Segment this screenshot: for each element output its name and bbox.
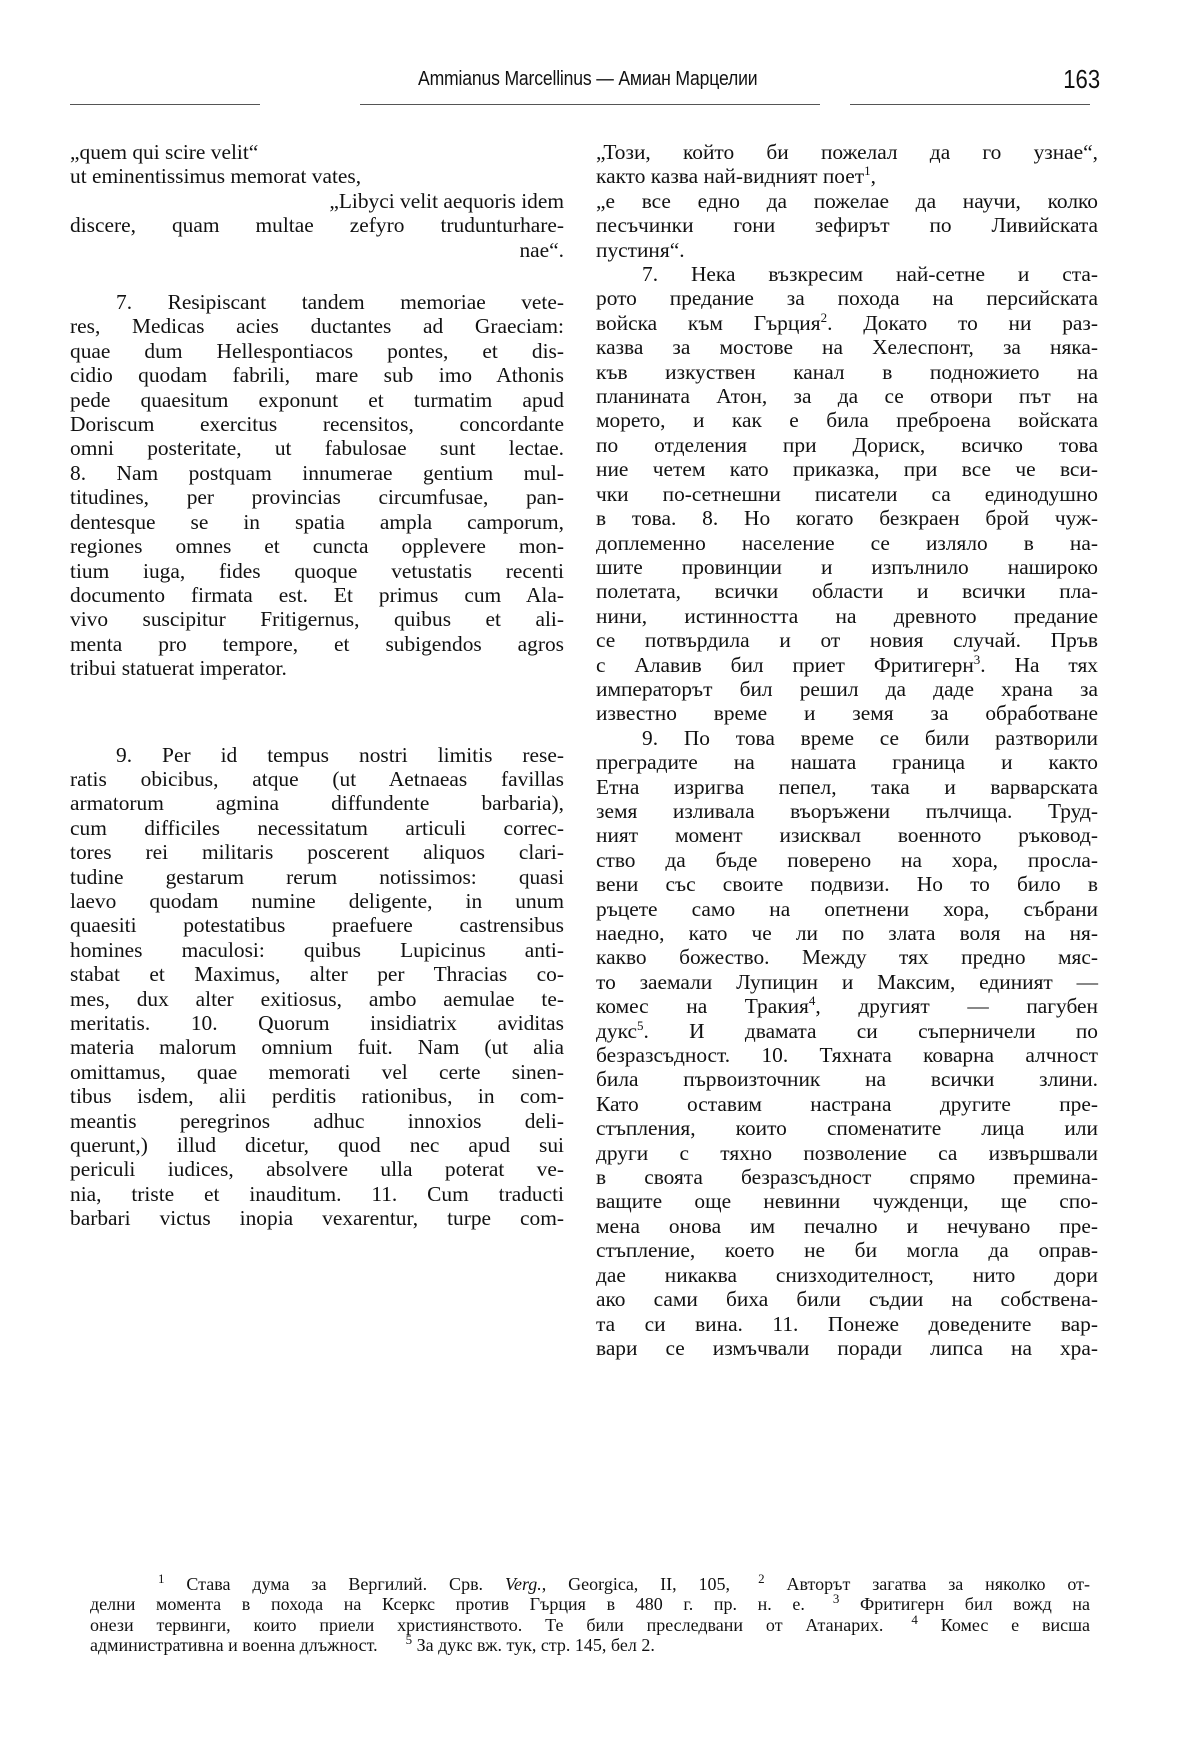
text-line: в това. 8. Но когато безкраен брой чуж- [596,506,1098,531]
text-line: вени със своите подвизи. Но то било в [596,872,1098,897]
footnote-mark: 1 [158,1571,165,1586]
footnote-ref: 5 [636,1017,644,1033]
text-fragment: с Алавив бил приет Фритигерн [596,652,974,677]
text-line: се потвърдила и от новия случай. Пръв [596,628,1098,653]
text-line: 8. Nam postquam innumerae gentium mul- [70,460,564,485]
text-line: известно време и земя за обработване [596,701,1098,726]
text-line: императорът бил решил да даде храна за [596,676,1098,701]
text-line: „Libyci velit aequoris idem [329,188,564,213]
text-fragment: . И двамата си съперничели по [643,1018,1098,1043]
running-header [60,62,1100,102]
footnote-text: Става дума за Вергилий. Срв. [186,1574,484,1594]
footnote-text: Комес е висша [940,1614,1091,1635]
footnote-text: За дукс вж. тук, стр. 145, бел 2. [416,1635,655,1656]
text-line: 9. По това време се били разтворили [642,725,1098,750]
text-line [596,311,1098,335]
text-line: рото предание за похода на персийската [596,286,1098,311]
text-line: песъчинки гони зефирът по Ливийската [596,213,1098,238]
text-line: 7. Resipiscant tandem memoriae vete- [116,290,564,315]
text-line: мена онова им печално и нечувано пре- [596,1213,1098,1238]
text-line: то заемали Лупицин и Максим, единият — [596,969,1098,994]
footnote-mark: 4 [911,1611,918,1627]
text-line: armatorum agmina diffundente barbaria), [70,791,564,816]
text-line: морето, и как е била преброена войската [596,408,1098,433]
footnote-ref: 3 [973,651,981,667]
text-line: mes, dux alter exitiosus, ambo aemulae te- [70,986,564,1011]
text-line: omni posteritate, ut fabulosae sunt lectae. [70,436,564,461]
text-line: periculi iudices, absolvere ulla poterat ve- [70,1157,564,1182]
text-line: в своята безразсъдност спрямо премина- [596,1165,1098,1190]
text-line: pede quaesitum exponunt et turmatim apud [70,387,564,412]
text-line: какво божество. Между тях предно мяс- [596,945,1098,970]
text-line: nia, triste et inauditum. 11. Cum traducti [70,1181,564,1206]
text-line: quaesiti potestatibus praefuere castrensibus [70,913,564,938]
latin-paragraph-9-11 [70,743,564,1231]
header-rule-right [850,104,1090,105]
latin-column [70,140,564,1231]
text-fragment: комес на Тракия [596,994,809,1019]
text-fragment: . Докато то ни раз- [827,310,1098,335]
text-line: преградите на нашата граница и както [596,750,1098,775]
text-line: menta pro tempore, et subigendos agros [70,631,564,656]
text-line: res, Medicas acies ductantes ad Graeciam: [70,314,564,339]
text-line: cidio quodam fabrili, mare sub imo Athonis [70,363,564,388]
text-line: Етна изригва пепел, така и варварската [596,774,1098,799]
footnote-text: административна и военна длъжност. [90,1635,378,1656]
latin-paragraph-7-8 [70,290,564,681]
text-line: та си вина. 11. Понеже доведените вар- [596,1311,1098,1336]
text-line: ният момент изисквал военното ръковод- [596,823,1098,848]
text-line: cum difficiles necessitatum articuli correc- [70,815,564,840]
latin-poem-quote [70,140,564,262]
header-rule-center [360,104,820,105]
text-line [596,1019,1098,1043]
text-line: други с тяхно позволение са извършвали [596,1140,1098,1165]
text-line: пустиня“. [596,237,685,262]
text-line: Doriscum exercitus recensitos, concordante [70,412,564,437]
text-line: безразсъдност. 10. Тяхната коварна алчност [596,1043,1098,1068]
text-line: laevo quodam numine deligente, in unum [70,888,564,913]
text-line: доплеменно население се изляло в на- [596,530,1098,555]
spacer [70,681,564,743]
text-line: tores rei militaris poscerent aliquos clari- [70,840,564,865]
footnote-text: Авторът загатва за няколко от- [786,1574,1091,1594]
text-line: била първоизточник на всички злини. [596,1067,1098,1092]
text-line [596,653,1098,677]
text-line: quae dum Hellespontiacos pontes, et dis- [70,338,564,363]
text-line: „е все едно да пожелае да научи, колко [596,188,1098,213]
text-line: ващите още невинни чужденци, ще спо- [596,1189,1098,1214]
text-line: 9. Per id tempus nostri limitis rese- [116,742,564,767]
footnote-line [90,1571,1091,1594]
text-line: documento firmata est. Et primus cum Ala- [70,582,564,607]
footnote-text: онези тервинги, които приели християнството. Те били преследвани от Атанарих. [90,1614,884,1635]
text-line: стъпления, които споменатите лица или [596,1116,1098,1141]
text-line: планината Атон, за да се отвори път на [596,384,1098,409]
text-line: чки по-сетнешни писатели са единодушно [596,481,1098,506]
text-line: tium iuga, fides quoque vetustatis recenti [70,558,564,583]
text-line: ut eminentissimus memorat vates, [70,164,362,189]
text-line: dentesque se in spatia ampla camporum, [70,509,564,534]
text-fragment: дукс [596,1018,637,1043]
text-line: tibus isdem, alii perditis rationibus, in com- [70,1084,564,1109]
text-line: barbari victus inopia vexarentur, turpe com- [70,1206,564,1231]
text-line: vivo suscipitur Fritigernus, quibus et ali- [70,607,564,632]
text-fragment: . На тях [980,652,1098,677]
header-rule-left [70,104,260,105]
footnote-mark: 3 [832,1591,840,1607]
text-line: нини, истинността на древното предание [596,603,1098,628]
text-fragment: войска към Гърция [596,310,821,335]
running-title: Ammianus Marcellinus — Амиан Марцелии [418,68,758,90]
text-line [596,164,1098,188]
footnote-text: делни момента в похода на Ксеркс против Гърция в 480 г. пр. н. е. [90,1594,805,1615]
bulgarian-paragraph-7-8 [596,262,1098,726]
text-line: ние четем като приказка, при все че вси- [596,457,1098,482]
footnote-mark: 5 [405,1632,413,1648]
footnote-ref: 4 [808,993,816,1009]
text-fragment: както казва най-видният поет [596,164,865,189]
bulgarian-poem-quote [596,140,1098,262]
text-line: regiones omnes et cuncta opplevere mon- [70,534,564,559]
text-line: meritatis. 10. Quorum insidiatrix aviditas [70,1011,564,1035]
text-fragment: , [870,164,876,189]
text-line: вари се измъчвали поради липса на хра- [596,1335,1098,1360]
text-line: querunt,) illud dicetur, quod nec apud sui [70,1133,564,1158]
text-fragment: , другият — пагубен [815,994,1098,1019]
footnote-text: , Georgica, II, 105, [541,1574,731,1594]
text-line: „Този, който би пожелал да го узнае“, [596,140,1098,164]
text-line: stabat et Maximus, alter per Thracias co- [70,962,564,987]
text-line: дае никаква снизходителност, нито дори [596,1262,1098,1287]
footnote-text: Фритигерн бил вожд на [860,1594,1090,1615]
text-line [596,994,1098,1018]
text-line: homines maculosi: quibus Lupicinus anti- [70,937,564,962]
text-line: ръцете само на опетнени хора, събрани [596,896,1098,921]
footnote-line [90,1632,1090,1656]
text-line: наедно, като че ли по злата воля на ня- [596,921,1098,945]
text-line: ако сами биха били съдии на собствена- [596,1287,1098,1312]
text-line: шите провинции и изпълнило нашироко [596,554,1098,579]
text-line: tudine gestarum rerum notissimos: quasi [70,864,564,889]
text-line: стъпление, което не би могла да оправ- [596,1238,1098,1263]
text-line: meantis peregrinos adhuc innoxios deli- [70,1108,564,1133]
footnote-ref: 2 [820,309,828,325]
spacer [70,262,564,290]
footnote-line [90,1591,1090,1615]
text-line: materia malorum omnium fuit. Nam (ut alia [70,1035,564,1060]
text-line: 7. Нека възкресим най-сетне и ста- [642,262,1098,287]
page-number: 163 [1063,64,1101,94]
footnote-ref: 1 [864,163,871,179]
text-line: nae“. [519,237,564,262]
footnote-mark: 2 [758,1571,765,1586]
text-line: discere, quam multae zefyro trudunturhare- [70,213,564,238]
text-line: по отделения при Дориск, всичко това [596,432,1098,457]
text-line: tribui statuerat imperator. [70,656,287,681]
text-line: къв изкуствен канал в подножието на [596,359,1098,384]
footnotes [90,1571,1091,1656]
text-line: ratis obicibus, atque (ut Aetnaeas favillas [70,766,564,791]
text-line: titudines, per provincias circumfusae, pan- [70,485,564,510]
text-line: земя изливала въоръжени пълчища. Труд- [596,798,1098,823]
text-line: казва за мостове на Хелеспонт, за няка- [596,335,1098,360]
footnote-line [90,1611,1091,1635]
text-line: omittamus, quae memorati vel certe sinen- [70,1059,564,1084]
text-line: „quem qui scire velit“ [70,140,259,164]
footnote-italic-ref: Verg. [504,1574,542,1594]
bulgarian-column [596,140,1098,1360]
text-line: Като оставим настрана другите пре- [596,1091,1098,1116]
text-line: ство да бъде поверено на хора, просла- [596,847,1098,872]
bulgarian-paragraph-9-11 [596,726,1098,1361]
text-line: полетата, всички области и всички пла- [596,579,1098,604]
